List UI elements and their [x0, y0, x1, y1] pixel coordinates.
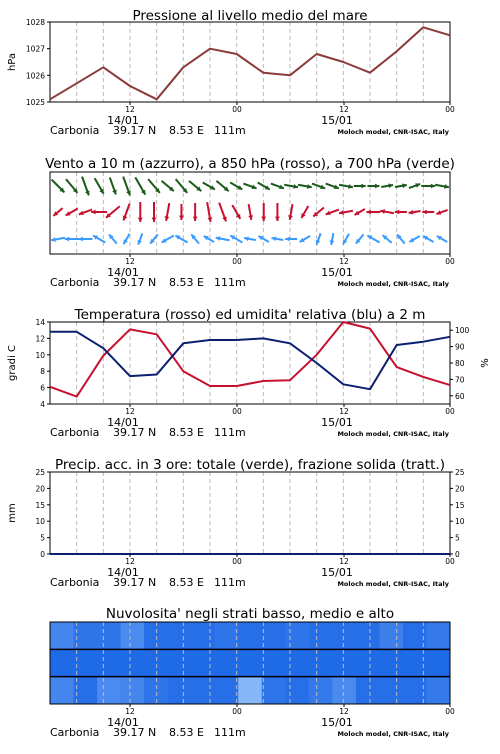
pressure-line [50, 27, 450, 99]
wind-arrow-850 [275, 203, 280, 221]
wind-arrow-850 [313, 208, 324, 217]
y-right-tick-label: 5 [455, 533, 460, 543]
wind-arrow-700 [135, 177, 145, 194]
y-right-tick-label: 70 [455, 375, 465, 385]
cloud-cell [332, 649, 356, 676]
wind-arrow-850 [339, 210, 353, 215]
location-lat: 39.17 N [113, 124, 157, 137]
location-name: Carbonia [50, 576, 100, 589]
location-lat: 39.17 N [113, 276, 157, 289]
date-label: 15/01 [321, 716, 353, 729]
chart-title: Precip. acc. in 3 ore: totale (verde), frazione solida (tratt.) [55, 457, 445, 473]
cloud-cell [50, 622, 74, 649]
wind-arrow-850 [355, 209, 365, 215]
wind-arrow-850 [79, 210, 92, 216]
cloud-cell [426, 622, 450, 649]
location-lon: 8.53 E [169, 124, 204, 137]
cloud-cell [285, 677, 309, 704]
hour-tick-label: 12 [339, 105, 349, 114]
hour-tick-label: 00 [232, 557, 242, 566]
hour-tick-label: 12 [125, 105, 135, 114]
model-credit: Moloch model, CNR-ISAC, Italy [337, 430, 449, 438]
wind-arrow-10m [285, 237, 297, 242]
wind-arrow-head [152, 218, 157, 222]
wind-arrow-850 [288, 204, 293, 220]
y-tick-label: 10 [35, 350, 45, 360]
hour-tick-label: 00 [445, 105, 455, 114]
wind-arrow-head [193, 217, 198, 221]
wind-arrow-850 [436, 210, 447, 215]
cloud-cell [238, 677, 262, 704]
wind-arrow-700 [395, 183, 407, 188]
hour-tick-label: 12 [339, 257, 349, 266]
location-lat: 39.17 N [113, 426, 157, 439]
cloud-cell [191, 649, 215, 676]
cloud-cell [309, 622, 333, 649]
cloud-cell [285, 649, 309, 676]
date-label: 15/01 [321, 114, 353, 127]
wind-arrow-850 [152, 202, 157, 222]
location-lon: 8.53 E [169, 426, 204, 439]
wind-arrow-700 [271, 184, 284, 190]
y-tick-label: 20 [35, 484, 45, 494]
hour-tick-label: 00 [232, 707, 242, 716]
hour-tick-label: 00 [232, 257, 242, 266]
wind-arrow-700 [312, 184, 325, 190]
wind-arrow-10m [124, 234, 130, 244]
location-elev: 111m [214, 576, 246, 589]
wind-arrow-850 [53, 208, 62, 216]
wind-arrow-850 [380, 209, 394, 214]
cloud-cell [426, 677, 450, 704]
panel-frame [50, 322, 450, 404]
cloud-cell [144, 649, 168, 676]
chart-title: Nuvolosita' negli strati basso, medio e alto [105, 606, 395, 622]
location-name: Carbonia [50, 124, 100, 137]
wind-arrow-850 [123, 204, 130, 221]
wind-arrow-head [78, 237, 82, 242]
wind-arrow-10m [216, 236, 230, 241]
wind-arrow-10m [175, 236, 187, 243]
wind-arrow-850 [422, 210, 434, 215]
hour-tick-label: 00 [445, 557, 455, 566]
cloud-cell [332, 622, 356, 649]
wind-arrow-10m [423, 236, 433, 242]
model-credit: Moloch model, CNR-ISAC, Italy [337, 280, 449, 288]
wind-arrow-10m [343, 234, 349, 244]
wind-arrow-10m [367, 236, 379, 243]
wind-arrow-head [431, 184, 435, 189]
y-tick-label: 4 [40, 400, 45, 409]
cloud-cell [121, 622, 145, 649]
model-credit: Moloch model, CNR-ISAC, Italy [337, 128, 449, 136]
hour-tick-label: 12 [339, 557, 349, 566]
y-tick-label: 10 [35, 517, 45, 527]
wind-arrow-850 [138, 202, 143, 222]
model-credit: Moloch model, CNR-ISAC, Italy [337, 730, 449, 738]
humidity-line [50, 332, 450, 389]
y-tick-label: 25 [35, 468, 45, 477]
cloud-cell [238, 649, 262, 676]
location-lat: 39.17 N [113, 576, 157, 589]
y-right-tick-label: 15 [455, 500, 465, 510]
wind-arrow-700 [203, 183, 215, 190]
wind-arrow-10m [409, 236, 419, 242]
wind-arrow-850 [219, 203, 227, 222]
wind-arrow-700 [298, 184, 312, 189]
date-label: 15/01 [321, 416, 353, 429]
cloud-cell [215, 622, 239, 649]
y-axis-label: gradi C [7, 345, 18, 381]
wind-arrow-10m [204, 236, 214, 242]
wind-arrow-10m [437, 236, 447, 242]
wind-arrow-700 [66, 179, 78, 193]
y-tick-label: 12 [35, 334, 45, 344]
wind-arrow-10m [191, 234, 199, 243]
cloud-cell [215, 677, 239, 704]
wind-arrow-700 [95, 178, 104, 194]
model-credit: Moloch model, CNR-ISAC, Italy [337, 580, 449, 588]
wind-arrow-850 [248, 204, 253, 220]
cloud-cell [379, 622, 403, 649]
panel-frame [50, 472, 450, 554]
wind-arrow-850 [366, 210, 380, 215]
y-tick-label: 5 [40, 533, 45, 543]
cloud-cell [379, 677, 403, 704]
hour-tick-label: 00 [445, 707, 455, 716]
y-right-tick-label: 20 [455, 484, 465, 494]
cloud-cell [309, 677, 333, 704]
location-name: Carbonia [50, 426, 100, 439]
wind-arrow-700 [82, 177, 90, 196]
y-right-tick-label: 10 [455, 517, 465, 527]
wind-arrow-10m [330, 233, 335, 245]
date-label: 14/01 [107, 266, 139, 279]
y-tick-label: 0 [40, 550, 45, 559]
wind-arrow-700 [176, 179, 188, 193]
hour-tick-label: 00 [232, 407, 242, 416]
cloud-cell [356, 649, 380, 676]
location-elev: 111m [214, 124, 246, 137]
hour-tick-label: 12 [125, 707, 135, 716]
cloud-cell [97, 649, 121, 676]
wind-arrow-head [275, 217, 280, 221]
wind-arrow-10m [51, 237, 65, 242]
cloud-cell [144, 622, 168, 649]
wind-arrow-700 [339, 184, 353, 189]
cloud-cell [379, 649, 403, 676]
wind-arrow-850 [261, 203, 266, 221]
y-tick-label: 1028 [25, 18, 45, 27]
y-tick-label: 1025 [25, 98, 45, 107]
wind-arrow-10m [78, 237, 92, 242]
wind-arrow-700 [162, 181, 174, 191]
chart-title: Pressione al livello medio del mare [132, 8, 368, 24]
y-tick-label: 1026 [25, 71, 45, 81]
y-axis-right-label: % [480, 358, 491, 368]
y-right-tick-label: 60 [455, 391, 465, 401]
cloud-cell [191, 677, 215, 704]
location-elev: 111m [214, 726, 246, 739]
wind-arrow-850 [409, 210, 421, 215]
wind-arrow-850 [326, 210, 339, 216]
cloud-cell [121, 677, 145, 704]
chart-title: Temperatura (rosso) ed umidita' relativa (blu) a 2 m [74, 307, 426, 323]
temperature-line [50, 322, 450, 397]
panel-frame [50, 22, 450, 102]
wind-arrow-head [375, 184, 379, 189]
wind-arrow-head [261, 217, 266, 221]
y-right-tick-label: 25 [455, 468, 465, 477]
cloud-cell [97, 622, 121, 649]
cloud-cell [215, 649, 239, 676]
wind-arrow-head [366, 210, 370, 215]
wind-arrow-10m [137, 233, 142, 244]
hour-tick-label: 12 [125, 407, 135, 416]
location-lon: 8.53 E [169, 576, 204, 589]
location-elev: 111m [214, 276, 246, 289]
cloud-cell [356, 677, 380, 704]
wind-arrow-700 [367, 184, 379, 189]
cloud-cell [356, 622, 380, 649]
hour-tick-label: 12 [339, 407, 349, 416]
date-label: 14/01 [107, 716, 139, 729]
cloud-cell [191, 622, 215, 649]
cloud-cell [262, 649, 286, 676]
y-axis-label: mm [7, 503, 18, 523]
wind-arrow-10m [356, 234, 364, 243]
wind-arrow-700 [243, 184, 256, 190]
y-axis-label: hPa [7, 52, 18, 72]
y-right-tick-label: 80 [455, 359, 465, 368]
wind-arrow-10m [300, 236, 310, 242]
hour-tick-label: 00 [445, 407, 455, 416]
chart-title: Vento a 10 m (azzurro), a 850 hPa (rosso), a 700 hPa (verde) [45, 156, 455, 172]
date-label: 15/01 [321, 566, 353, 579]
location-name: Carbonia [50, 726, 100, 739]
hour-tick-label: 00 [232, 105, 242, 114]
location-lon: 8.53 E [169, 276, 204, 289]
wind-arrow-10m [244, 236, 256, 241]
y-tick-label: 8 [40, 367, 45, 377]
cloud-cell [309, 649, 333, 676]
wind-arrow-700 [110, 178, 117, 195]
cloud-cell [332, 677, 356, 704]
wind-arrow-10m [397, 234, 405, 243]
wind-arrow-850 [301, 206, 308, 218]
y-tick-label: 14 [35, 318, 45, 327]
date-label: 15/01 [321, 266, 353, 279]
y-right-tick-label: 90 [455, 342, 465, 352]
wind-arrow-850 [66, 209, 78, 216]
wind-arrow-850 [193, 203, 198, 221]
wind-arrow-850 [91, 210, 107, 215]
cloud-cell [168, 677, 192, 704]
cloud-cell [50, 649, 74, 676]
location-lon: 8.53 E [169, 726, 204, 739]
wind-arrow-700 [326, 184, 339, 190]
date-label: 14/01 [107, 114, 139, 127]
wind-arrow-700 [381, 183, 393, 188]
hour-tick-label: 12 [125, 557, 135, 566]
wind-arrow-700 [52, 180, 65, 193]
cloud-cell [168, 622, 192, 649]
cloud-cell [121, 649, 145, 676]
wind-arrow-700 [216, 181, 228, 191]
hour-tick-label: 00 [445, 257, 455, 266]
cloud-cell [144, 677, 168, 704]
wind-arrow-850 [106, 206, 120, 218]
cloud-cell [285, 622, 309, 649]
wind-arrow-700 [354, 184, 366, 189]
location-name: Carbonia [50, 276, 100, 289]
location-elev: 111m [214, 426, 246, 439]
date-label: 14/01 [107, 416, 139, 429]
wind-arrow-700 [189, 181, 201, 191]
cloud-cell [50, 677, 74, 704]
wind-arrow-700 [284, 184, 298, 189]
cloud-cell [168, 649, 192, 676]
hour-tick-label: 12 [339, 707, 349, 716]
hour-tick-label: 12 [125, 257, 135, 266]
cloud-cell [97, 677, 121, 704]
wind-arrow-head [285, 237, 289, 242]
date-label: 14/01 [107, 566, 139, 579]
y-tick-label: 1027 [25, 44, 45, 54]
cloud-cell [262, 622, 286, 649]
y-right-tick-label: 0 [455, 550, 460, 559]
wind-arrow-head [138, 218, 143, 222]
wind-arrow-10m [109, 234, 117, 243]
wind-arrow-head [65, 237, 69, 242]
cloud-cell [262, 677, 286, 704]
wind-arrow-head [361, 184, 365, 189]
wind-arrow-700 [435, 184, 449, 189]
location-lat: 39.17 N [113, 726, 157, 739]
wind-arrow-10m [162, 236, 174, 243]
y-right-tick-label: 100 [455, 326, 470, 336]
cloud-cell [426, 649, 450, 676]
wind-arrow-850 [165, 203, 170, 221]
wind-arrow-10m [383, 235, 392, 243]
wind-arrow-10m [272, 236, 284, 241]
y-tick-label: 6 [40, 383, 45, 393]
cloud-cell [238, 622, 262, 649]
wind-arrow-700 [148, 179, 160, 193]
y-tick-label: 15 [35, 500, 45, 510]
wind-arrow-700 [409, 183, 420, 188]
wind-arrow-850 [207, 202, 212, 222]
